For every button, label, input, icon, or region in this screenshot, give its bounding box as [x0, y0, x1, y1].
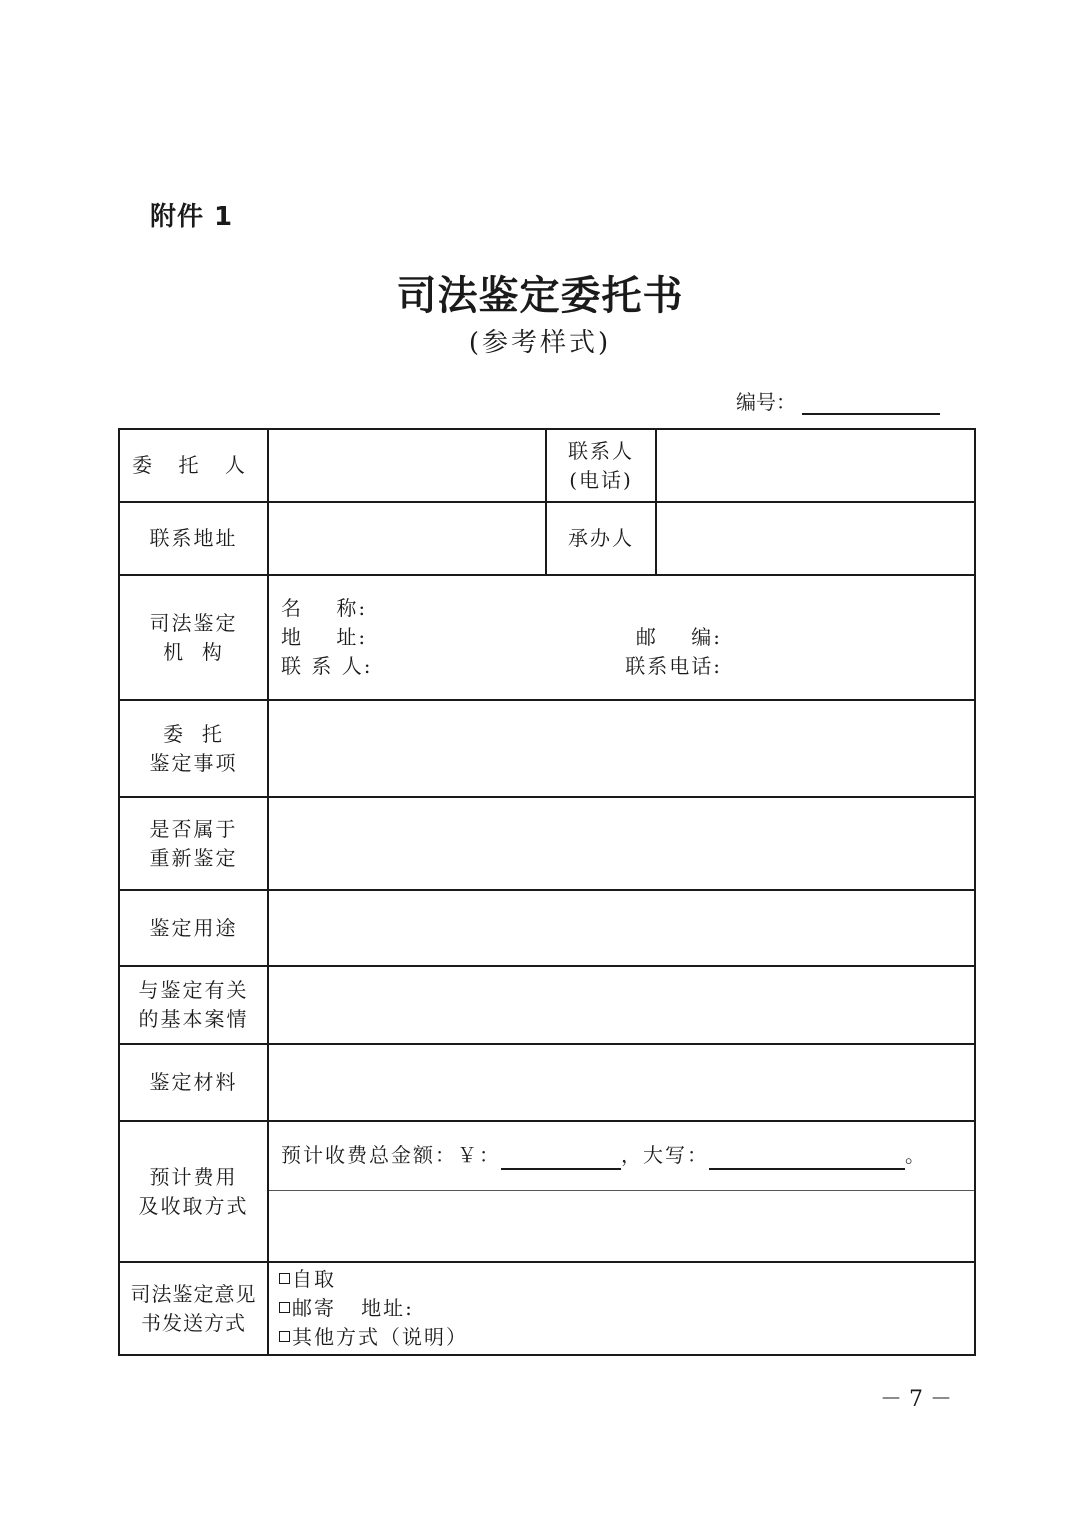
institution-name-row[interactable]	[281, 594, 962, 623]
fee-amount-field[interactable]	[501, 1146, 621, 1170]
serial-number-label: 编号：	[736, 390, 796, 414]
table-row-address	[119, 502, 975, 575]
materials-field[interactable]	[268, 1044, 975, 1121]
contact-phone-label: (电话)	[569, 467, 633, 492]
delivery-option-other-label: 其他方式（说明）	[292, 1325, 468, 1349]
address-field[interactable]	[268, 502, 546, 575]
institution-contact-label: 联 系 人:	[281, 654, 373, 678]
institution-details	[268, 575, 975, 700]
fee-label-line-2: 及收取方式	[138, 1193, 249, 1218]
fee-upper-label: ，大写：	[621, 1143, 709, 1168]
fee-total-label: 预计收费总金额：￥：	[281, 1143, 501, 1168]
delivery-label-cell	[119, 1262, 268, 1355]
institution-name-label: 名 称:	[281, 596, 368, 620]
client-label-cell	[119, 429, 268, 502]
institution-address-row[interactable]	[281, 623, 962, 652]
address-label: 联系地址	[119, 502, 268, 575]
table-row-matter	[119, 700, 975, 797]
delivery-label-line-1: 司法鉴定意见	[130, 1281, 257, 1306]
delivery-options-list	[269, 1263, 974, 1354]
table-row-case	[119, 966, 975, 1044]
table-row-institution	[119, 575, 975, 700]
delivery-option-pickup-label: 自取	[292, 1267, 336, 1291]
institution-contact-row[interactable]	[281, 652, 962, 681]
table-row-delivery	[119, 1262, 975, 1355]
matter-field[interactable]	[268, 700, 975, 797]
matter-label-cell	[119, 700, 268, 797]
handler-label: 承办人	[546, 502, 656, 575]
contact-field[interactable]	[656, 429, 975, 502]
delivery-options	[268, 1262, 975, 1355]
table-row-client	[119, 429, 975, 502]
matter-label-line-1: 委 托	[163, 721, 224, 746]
case-label-line-1: 与鉴定有关	[138, 978, 249, 1002]
table-row-fee	[119, 1121, 975, 1190]
institution-label-line-2: 机 构	[163, 639, 224, 664]
checkbox-mail-icon[interactable]	[279, 1302, 290, 1313]
serial-number	[736, 386, 940, 415]
institution-label-line-1: 司法鉴定	[149, 610, 238, 635]
contact-label: 联系人	[568, 438, 634, 463]
table-row-materials	[119, 1044, 975, 1121]
delivery-option-mail[interactable]	[279, 1294, 964, 1323]
serial-number-field[interactable]	[802, 391, 940, 415]
fee-upper-field[interactable]	[709, 1146, 905, 1170]
matter-label-line-2: 鉴定事项	[149, 750, 238, 775]
delivery-option-other[interactable]	[279, 1323, 964, 1352]
fee-label-cell	[119, 1121, 268, 1262]
case-label-cell	[119, 966, 268, 1044]
table-row-purpose	[119, 890, 975, 966]
attachment-label: 附件 1	[150, 202, 234, 232]
fee-label-line-1: 预计费用	[149, 1164, 238, 1189]
client-field[interactable]	[268, 429, 546, 502]
table-row-reappraisal	[119, 797, 975, 890]
delivery-label-line-2: 书发送方式	[141, 1310, 246, 1335]
document-subtitle: (参考样式)	[468, 328, 612, 358]
institution-address-label: 地 址:	[281, 625, 368, 649]
commission-form-table	[118, 428, 976, 1356]
institution-fields	[269, 588, 974, 687]
purpose-label: 鉴定用途	[119, 890, 268, 966]
fee-amount-line	[269, 1135, 974, 1176]
delivery-option-pickup[interactable]	[279, 1265, 964, 1294]
institution-label-cell	[119, 575, 268, 700]
handler-field[interactable]	[656, 502, 975, 575]
document-title: 司法鉴定委托书	[396, 273, 684, 319]
case-label-line-2: 的基本案情	[138, 1007, 249, 1031]
contact-label-cell	[546, 429, 656, 502]
reappraisal-label-line-2: 重新鉴定	[149, 845, 238, 870]
fee-end-mark: 。	[905, 1143, 927, 1168]
client-label: 委 托 人	[132, 453, 255, 477]
reappraisal-label-line-1: 是否属于	[149, 816, 238, 841]
reappraisal-label-cell	[119, 797, 268, 890]
institution-phone-label: 联系电话:	[625, 654, 722, 678]
fee-method-field[interactable]	[268, 1190, 975, 1262]
checkbox-pickup-icon[interactable]	[279, 1273, 290, 1284]
materials-label: 鉴定材料	[119, 1044, 268, 1121]
page-number: － 7 －	[880, 1387, 952, 1412]
case-field[interactable]	[268, 966, 975, 1044]
checkbox-other-icon[interactable]	[279, 1331, 290, 1342]
institution-postcode-label: 邮 编:	[635, 625, 722, 649]
reappraisal-field[interactable]	[268, 797, 975, 890]
delivery-option-mail-label: 邮寄 地址:	[292, 1296, 414, 1320]
fee-amount-cell	[268, 1121, 975, 1190]
purpose-field[interactable]	[268, 890, 975, 966]
